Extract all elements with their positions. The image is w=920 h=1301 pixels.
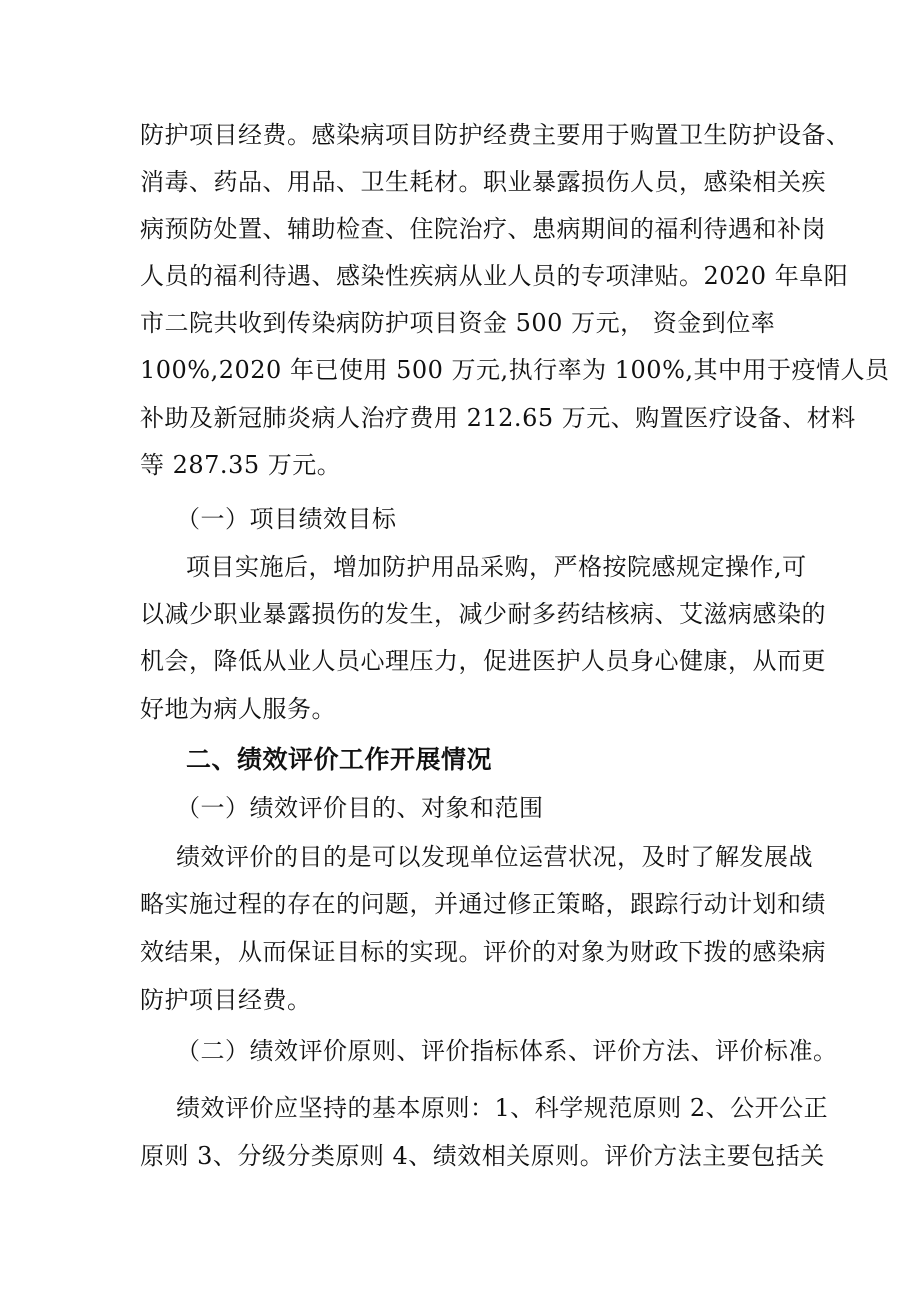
paragraph-3-line-2: 略实施过程的存在的问题，并通过修正策略，跟踪行动计划和绩 <box>140 890 826 918</box>
paragraph-4-line-1: 绩效评价应坚持的基本原则：1、科学规范原则 2、公开公正 <box>176 1094 829 1122</box>
paragraph-1-line-2: 消毒、药品、用品、卫生耗材。职业暴露损伤人员，感染相关疾 <box>140 168 826 196</box>
paragraph-4-line-2: 原则 3、分级分类原则 4、绩效相关原则。评价方法主要包括关 <box>140 1142 825 1170</box>
paragraph-2-line-3: 机会，降低从业人员心理压力，促进医护人员身心健康，从而更 <box>140 647 826 675</box>
subheading-project-goals: （一）项目绩效目标 <box>176 505 397 533</box>
paragraph-3-line-3: 效结果，从而保证目标的实现。评价的对象为财政下拨的感染病 <box>140 938 826 966</box>
paragraph-2-line-1: 项目实施后，增加防护用品采购，严格按院感规定操作,可 <box>186 553 807 581</box>
paragraph-2-line-2: 以减少职业暴露损伤的发生，减少耐多药结核病、艾滋病感染的 <box>140 600 826 628</box>
paragraph-3-line-4: 防护项目经费。 <box>140 986 312 1014</box>
paragraph-1-line-3: 病预防处置、辅助检查、住院治疗、患病期间的福利待遇和补岗 <box>140 215 826 243</box>
paragraph-1-line-7: 补助及新冠肺炎病人治疗费用 212.65 万元、购置医疗设备、材料 <box>140 404 856 432</box>
paragraph-1-line-6: 100%,2020 年已使用 500 万元,执行率为 100%,其中用于疫情人员 <box>140 356 890 384</box>
paragraph-1-line-5: 市二院共收到传染病防护项目资金 500 万元， 资金到位率 <box>140 309 776 337</box>
paragraph-3-line-1: 绩效评价的目的是可以发现单位运营状况，及时了解发展战 <box>176 843 813 871</box>
paragraph-2-line-4: 好地为病人服务。 <box>140 695 336 723</box>
paragraph-1-line-1: 防护项目经费。感染病项目防护经费主要用于购置卫生防护设备、 <box>140 121 851 149</box>
paragraph-1-line-8: 等 287.35 万元。 <box>140 451 342 479</box>
paragraph-1-line-4: 人员的福利待遇、感染性疾病从业人员的专项津贴。2020 年阜阳 <box>140 262 849 290</box>
section-heading-2: 二、绩效评价工作开展情况 <box>186 745 493 774</box>
subheading-evaluation-purpose: （一）绩效评价目的、对象和范围 <box>176 794 544 822</box>
subheading-evaluation-principles: （二）绩效评价原则、评价指标体系、评价方法、评价标准。 <box>176 1037 838 1065</box>
